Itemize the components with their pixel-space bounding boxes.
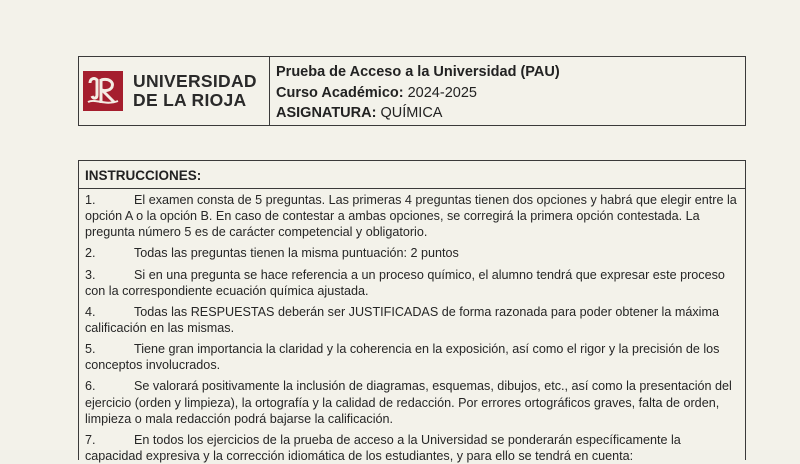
subject-value: QUÍMICA [380, 105, 443, 121]
instruction-item [85, 192, 737, 240]
course-label: Curso Académico: [276, 84, 404, 101]
instruction-text: Todas las RESPUESTAS deberán ser JUSTIFICADAS de forma razonada para poder obtener la máxima calificación en las mismas. [85, 304, 719, 335]
instruction-number: 3. [85, 267, 96, 282]
subject-label: ASIGNATURA: [276, 105, 377, 121]
instructions-list [79, 189, 745, 464]
exam-header [78, 56, 746, 126]
exam-info [270, 57, 745, 125]
course-line [276, 83, 745, 104]
instruction-number: 1. [85, 193, 96, 207]
instruction-number: 6. [85, 379, 96, 394]
university-name-line1: UNIVERSIDAD [133, 71, 257, 91]
instructions-title: INSTRUCCIONES: [79, 161, 745, 189]
instruction-item [85, 378, 737, 426]
instruction-text: Se valorará positivamente la inclusión de diagramas, esquemas, dibujos, etc., así como la presentación del ejercicio (orden y limpieza), la ortografía y la calidad de redacción. Por errores ortográficos graves, falta de orden, limpieza o mala redacción podrá bajarse la calificación. [85, 379, 732, 426]
instruction-text: En todos los ejercicios de la prueba de acceso a la Universidad se ponderarán específicamente la capacidad expresiva y la corrección idiomática de los estudiantes, y para ello se tendrá en cuenta: [85, 432, 681, 463]
instruction-text: Todas las preguntas tienen la misma puntuación: 2 puntos [134, 246, 459, 261]
instructions-box [78, 160, 746, 463]
instruction-number: 4. [85, 304, 96, 319]
instruction-item [85, 304, 737, 336]
university-name-line2: DE LA RIOJA [133, 90, 247, 110]
instruction-text: El examen consta de 5 preguntas. Las primeras 4 preguntas tienen dos opciones y habrá que elegir entre la opción A o la opción B. En caso de contestar a ambas opciones, se corregirá la primera opción contestada. La pregunta número 5 es de carácter competencial y obligatorio. [85, 193, 737, 240]
instruction-item [85, 432, 737, 464]
instruction-text: Tiene gran importancia la claridad y la coherencia en la exposición, así como el rigor y la precisión de los conceptos involucrados. [85, 342, 720, 373]
instruction-number: 7. [85, 432, 96, 447]
subject-line [276, 103, 745, 124]
instruction-number: 5. [85, 342, 96, 357]
university-logo [79, 57, 270, 125]
instruction-item [85, 245, 737, 261]
instruction-item [85, 341, 737, 373]
course-value: 2024-2025 [407, 84, 477, 101]
instruction-number: 2. [85, 246, 96, 261]
exam-title: Prueba de Acceso a la Universidad (PAU) [276, 64, 560, 80]
instruction-text: Si en una pregunta se hace referencia a un proceso químico, el alumno tendrá que expresar este proceso con la correspondiente ecuación química ajustada. [85, 267, 725, 298]
university-seal-icon [83, 71, 123, 111]
instruction-item [85, 267, 737, 299]
